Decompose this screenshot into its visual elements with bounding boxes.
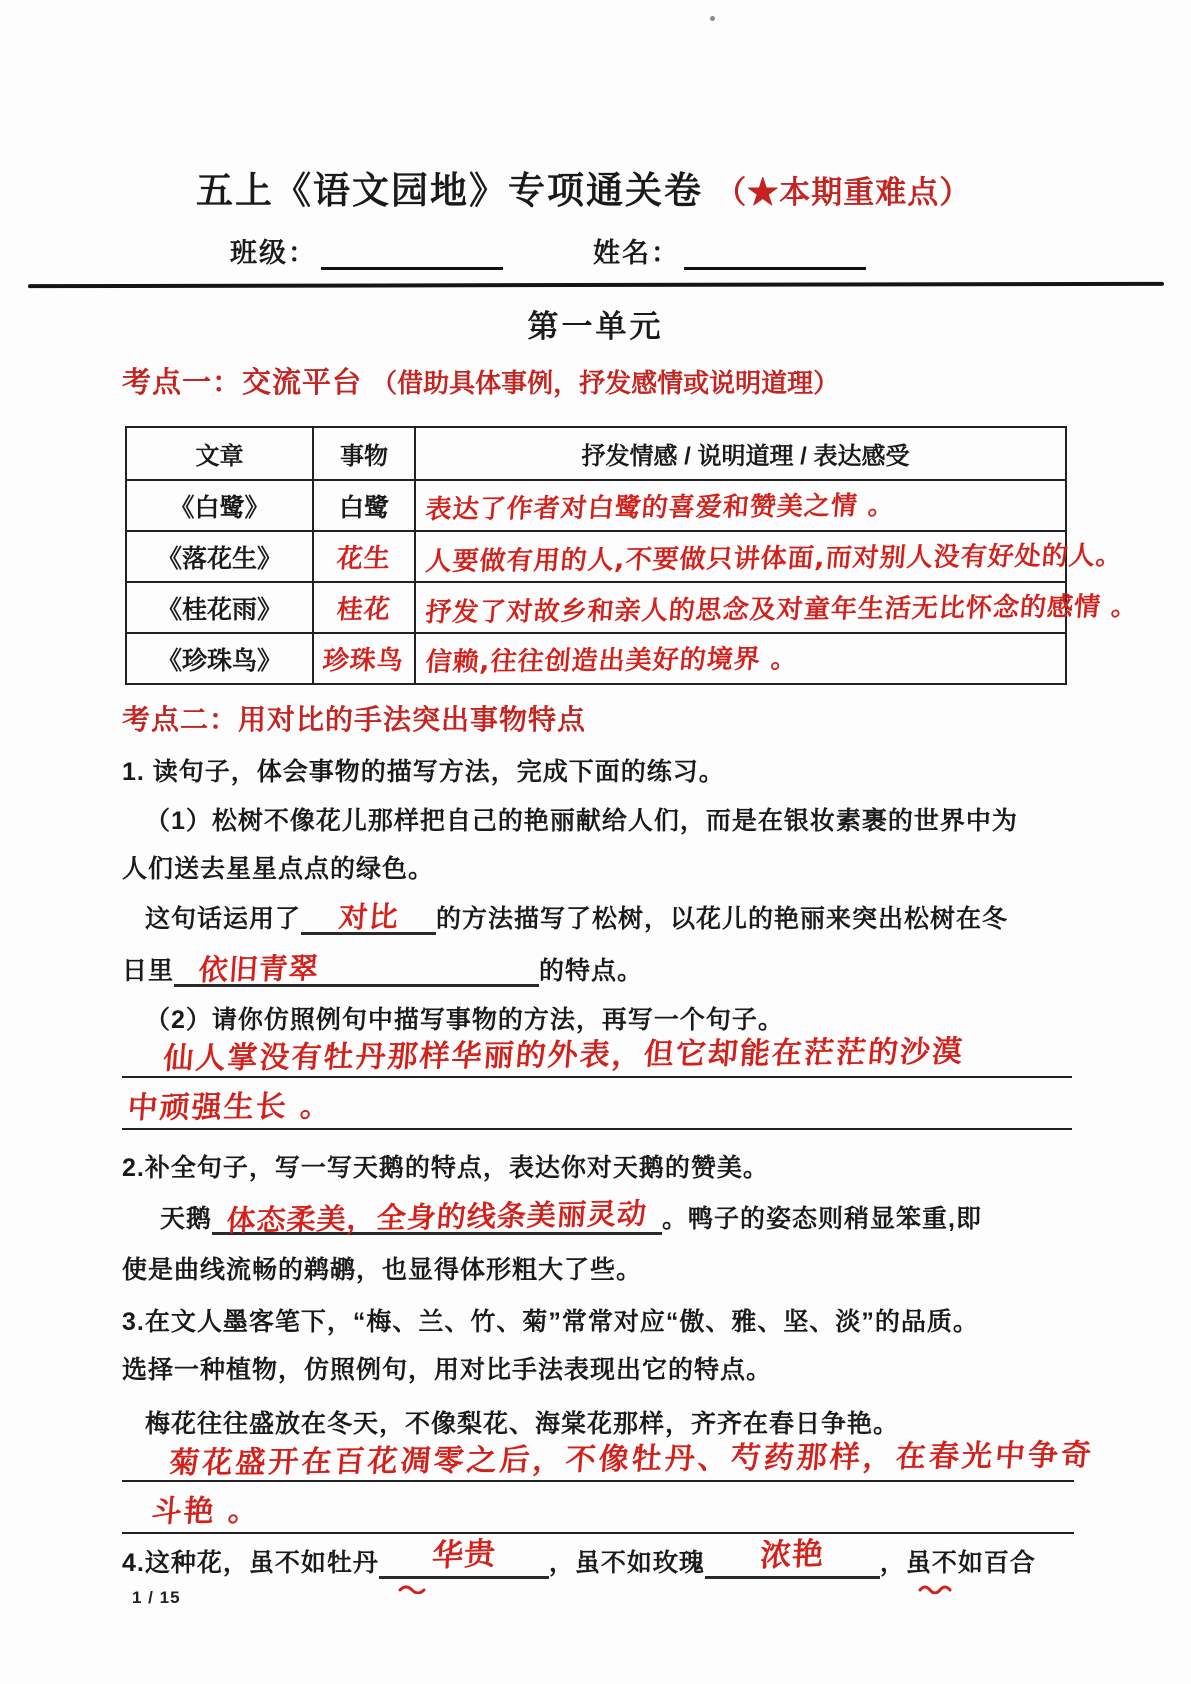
cell-thing: [312, 634, 414, 683]
comparison-table: [125, 426, 1140, 685]
class-label: 班级：: [230, 238, 317, 268]
cell-article: 《落花生》: [156, 544, 282, 573]
q1-fill-pre: 这句话运用了: [145, 905, 302, 933]
q1-fill-line2-pre: 日里: [122, 957, 175, 985]
handwritten-sentence: 仙人掌没有牡丹那样华丽的外表，但它却能在茫茫的沙漠: [162, 1034, 966, 1077]
section-heading-1: [122, 360, 839, 401]
cell-article: 《白鹭》: [169, 493, 270, 522]
q4-mid: ，虽不如玫瑰: [548, 1549, 705, 1577]
handwritten-answer: 信赖,往往创造出美好的境界 。: [424, 644, 800, 678]
q4-blank-2: [705, 1535, 880, 1579]
table-header-row: [127, 428, 1065, 479]
q2-lead: 天鹅: [160, 1205, 213, 1233]
name-label: 姓名：: [593, 238, 680, 268]
cell-thing: [312, 532, 414, 581]
scan-speck: [710, 16, 715, 21]
wavy-check-icon: [398, 1582, 434, 1594]
q1-fill-mid: 的方法描写了松树，以花儿的艳丽来突出松树在冬: [436, 905, 1009, 933]
q1-fill-line1: [145, 898, 1008, 935]
cell-thing: 白鹭: [312, 481, 414, 530]
q3-answer-line1: [122, 1434, 1096, 1482]
q2-blank-answer: 体态柔美，全身的线条美丽灵动: [225, 1196, 649, 1238]
name-blank: [684, 237, 866, 270]
q2-fill-line: [160, 1196, 982, 1238]
cell-answer: [414, 583, 1138, 632]
handwritten-answer: 抒发了对故乡和亲人的思念及对童年生活无比怀念的感情 。: [424, 591, 1140, 629]
handwritten-answer: 表达了作者对白鹭的喜爱和赞美之情 。: [424, 490, 897, 526]
table-row: [127, 581, 1140, 632]
col-header-article: 文章: [195, 443, 244, 470]
col-header-answer: 抒发情感 / 说明道理 / 表达感受: [414, 428, 1065, 479]
handwritten-sentence: 斗艳 。: [150, 1493, 262, 1530]
cell-answer: [414, 481, 1065, 530]
handwritten-answer: 人要做有用的人,不要做只讲体面,而对别人没有好处的人。: [424, 540, 1125, 578]
cell-answer: [414, 532, 1123, 581]
class-blank: [321, 237, 503, 270]
q1-part2-stem: （2）请你仿照例句中描写事物的方法，再写一个句子。: [145, 1006, 784, 1034]
q1-fill-line2-post: 的特点。: [539, 957, 644, 985]
page-title-text: 五上《语文园地》专项通关卷: [196, 170, 703, 211]
q1-part2-answer-line2: [122, 1082, 1072, 1130]
q3-answer-line2: [122, 1486, 1074, 1534]
q4-pre: 4.这种花，虽不如牡丹: [122, 1549, 379, 1577]
q3-stem-line2: 选择一种植物，仿照例句，用对比手法表现出它的特点。: [122, 1356, 773, 1384]
page-number: 1 / 15: [132, 1588, 181, 1607]
q2-stem: 2.补全句子，写一写天鹅的特点，表达你对天鹅的赞美。: [122, 1154, 769, 1182]
handwritten-thing: 桂花: [335, 594, 393, 626]
q4-blank-1-answer: 华贵: [431, 1535, 498, 1575]
q2-post: 。鸭子的姿态则稍显笨重,即: [662, 1205, 982, 1233]
q4-fill-line: [122, 1535, 1036, 1579]
q1-blank-1-answer: 对比: [337, 899, 400, 935]
table-row: [127, 479, 1065, 530]
table-row: [127, 632, 1065, 683]
student-info-row: [230, 231, 870, 270]
unit-heading: 第一单元: [527, 309, 664, 344]
q1-blank-2: [174, 950, 539, 987]
q2-blank: [212, 1196, 662, 1238]
page-title: [196, 160, 971, 214]
q1-blank-1: [301, 898, 436, 935]
q1-part1-line2: 人们送去星星点点的绿色。: [122, 855, 435, 883]
handwritten-thing: 花生: [335, 543, 393, 575]
section-heading-2: 考点二：用对比的手法突出事物特点: [122, 704, 587, 735]
q2-line2: 使是曲线流畅的鹈鹕，也显得体形粗大了些。: [122, 1256, 643, 1284]
handwritten-thing: 珍珠鸟: [322, 645, 406, 677]
section-1-note: （借助具体事例，抒发感情或说明道理）: [371, 368, 840, 398]
header-divider: [28, 282, 1164, 288]
cell-thing: [312, 583, 414, 632]
q1-fill-line2: [122, 950, 643, 987]
handwritten-sentence: 菊花盛开在百花凋零之后，不像牡丹、芍药那样，在春光中争奇: [168, 1437, 1096, 1482]
q4-blank-2-answer: 浓艳: [759, 1535, 826, 1575]
cell-article: 《桂花雨》: [156, 595, 282, 624]
q1-part2-answer-line1: [122, 1030, 1072, 1078]
q1-part1-line1: （1）松树不像花儿那样把自己的艳丽献给人们，而是在银妆素裹的世界中为: [145, 807, 1018, 835]
section-1-title: 考点一：交流平台: [122, 367, 363, 399]
page-title-highlight: （★本期重难点）: [715, 175, 972, 210]
cell-answer: [414, 634, 1065, 683]
q1-stem: 1. 读句子，体会事物的描写方法，完成下面的练习。: [122, 758, 725, 786]
cell-article: 《珍珠鸟》: [156, 646, 282, 675]
q4-post: ，虽不如百合: [879, 1549, 1036, 1577]
col-header-thing: 事物: [312, 428, 414, 479]
q3-stem-line1: 3.在文人墨客笔下，“梅、兰、竹、菊”常常对应“傲、雅、坚、淡”的品质。: [122, 1308, 979, 1336]
q4-blank-1: [379, 1535, 549, 1579]
q1-blank-2-answer: 依旧青翠: [197, 950, 321, 988]
wavy-check-icon: [918, 1582, 954, 1594]
q3-example: 梅花往往盛放在冬天，不像梨花、海棠花那样，齐齐在春日争艳。: [145, 1410, 900, 1438]
table-row: [127, 530, 1125, 581]
handwritten-sentence: 中顽强生长 。: [126, 1089, 334, 1126]
